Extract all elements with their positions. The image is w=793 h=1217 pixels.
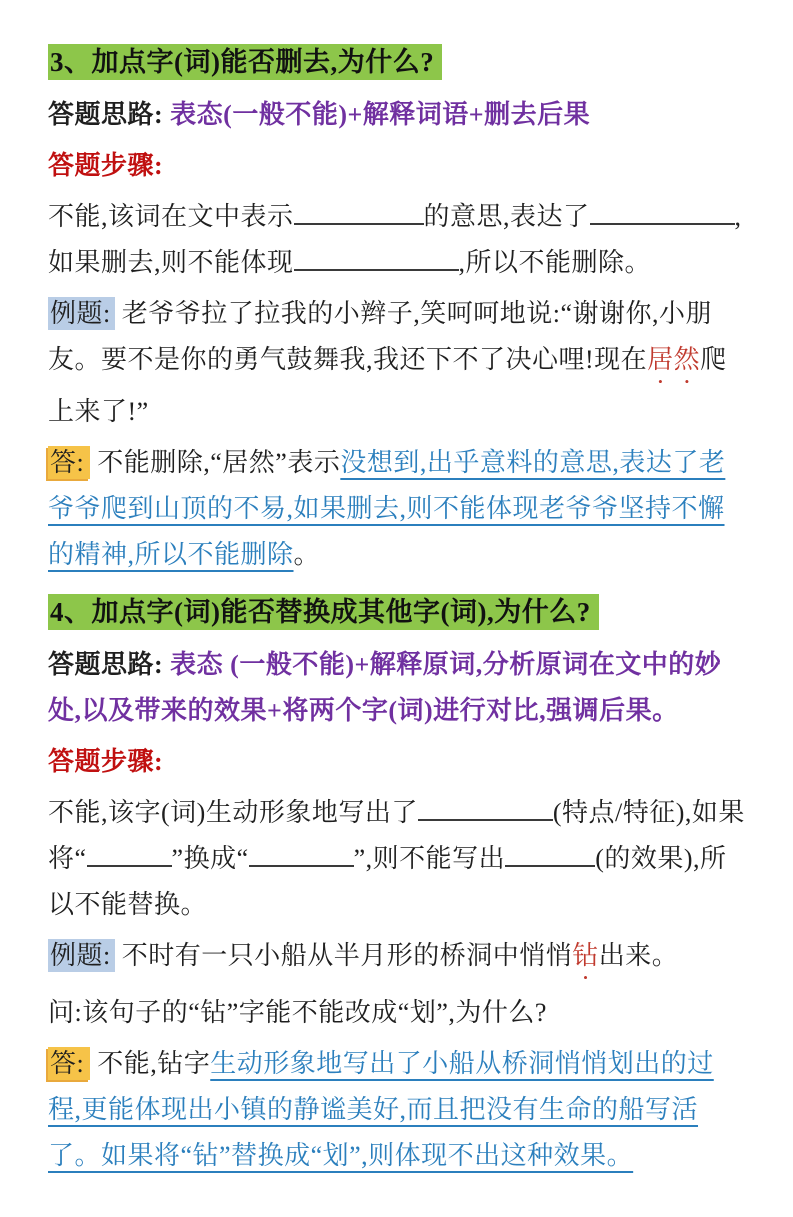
q4-steps-label: 答题步骤:	[48, 747, 164, 776]
answer-black-text: 不能删除,“居然”表示	[97, 448, 341, 477]
fill-blank	[418, 796, 553, 821]
answer-blue-text: 没想到,出乎意料的意思,表达了老爷爷爬到山顶的不易,如果删去,则不能体现老爷爷坚持不懈的精神,所以不能删除	[48, 448, 726, 569]
template-text: 不能,该字(词)生动形象地写出了	[48, 798, 418, 827]
fill-blank	[505, 842, 595, 867]
template-text: ,所以不能删除。	[458, 248, 652, 277]
q4-heading-row	[48, 592, 747, 632]
template-text: 的意思,表达了	[423, 202, 590, 231]
q4-idea-line	[48, 642, 747, 734]
q3-answer-label: 答:	[48, 446, 90, 479]
section-q4	[48, 592, 747, 1179]
q3-example-line	[48, 291, 747, 435]
q4-answer-line	[48, 1041, 747, 1179]
template-text: (特点/特征),如果将“	[48, 798, 745, 873]
q3-heading-row	[48, 42, 747, 82]
q4-example-line	[48, 933, 747, 985]
q3-steps-line	[48, 143, 747, 189]
q4-steps-line	[48, 739, 747, 785]
example-text: 老爷爷拉了拉我的小辫子,笑呵呵地说:“谢谢你,小朋友。要不是你的勇气鼓舞我,我还下不了决心哩!现在	[48, 299, 712, 374]
example-text: 爬上来了!”	[48, 345, 727, 426]
emphasized-word: 居然	[647, 345, 701, 374]
q4-question-line	[48, 990, 747, 1036]
emphasized-word: 钻	[572, 941, 599, 970]
template-text: 不能,该词在文中表示	[48, 202, 294, 231]
q3-answer-template	[48, 194, 747, 286]
q3-idea-label: 答题思路:	[48, 100, 164, 129]
q3-idea-text: 表态(一般不能)+解释词语+删去后果	[170, 100, 591, 129]
q3-heading: 3、加点字(词)能否删去,为什么?	[48, 44, 442, 80]
q4-example-label: 例题:	[48, 939, 115, 972]
q4-heading: 4、加点字(词)能否替换成其他字(词),为什么?	[48, 594, 599, 630]
example-text: 出来。	[598, 941, 679, 970]
q3-answer-line	[48, 440, 747, 578]
answer-blue-text: 生动形象地写出了小船从桥洞悄悄划出的过程,更能体现出小镇的静谧美好,而且把没有生命的船写活了。如果将“钻”替换成“划”,则体现不出这种效果。	[48, 1049, 714, 1170]
q3-example-label: 例题:	[48, 297, 115, 330]
section-q3	[48, 42, 747, 578]
template-text: (的效果),所以不能替换。	[48, 844, 727, 919]
template-text: ,如果删去,则不能体现	[48, 202, 742, 277]
answer-black-text: 不能,钻字	[97, 1049, 211, 1078]
q3-steps-label: 答题步骤:	[48, 151, 164, 180]
q4-answer-template	[48, 790, 747, 928]
answer-black-text: 。	[293, 540, 321, 569]
q4-answer-label: 答:	[48, 1047, 90, 1080]
template-text: ”换成“	[171, 844, 249, 873]
fill-blank	[249, 842, 354, 867]
q4-idea-text: 表态 (一般不能)+解释原词,分析原词在文中的妙处,以及带来的效果+将两个字(词)进行对比,强调后果。	[48, 650, 722, 725]
q4-idea-label: 答题思路:	[48, 650, 164, 679]
example-text: 不时有一只小船从半月形的桥洞中悄悄	[121, 941, 573, 970]
template-text: ”,则不能写出	[353, 844, 506, 873]
fill-blank	[294, 246, 459, 271]
fill-blank	[294, 200, 424, 225]
question-text: 问:该句子的“钻”字能不能改成“划”,为什么?	[48, 998, 547, 1027]
fill-blank	[87, 842, 172, 867]
q3-idea-line	[48, 92, 747, 138]
fill-blank	[590, 200, 735, 225]
